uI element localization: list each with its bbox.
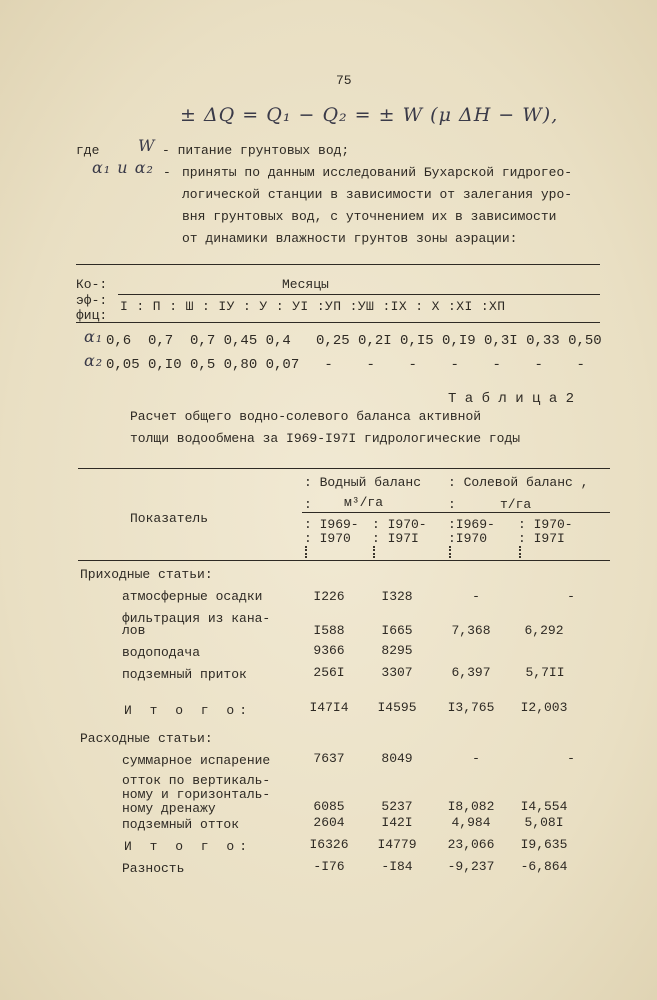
income-total-label: И т о г о: [124,703,253,718]
where-lead: где [76,143,100,158]
period-1969-1970-salt-1: :I969- [448,517,495,532]
table-cell: 8295 [381,643,413,658]
table-cell: I4,554 [520,799,568,814]
coef-corner-bottom: фиц: [76,308,108,323]
table-cell: 7637 [313,751,345,766]
table-cell: 23,066 [447,837,495,852]
coef-table-header-rule [76,322,600,323]
table-cell: I47I4 [309,700,349,715]
page-number: 75 [336,73,352,88]
table-cell: 9366 [313,643,345,658]
period-1969-1970-water-2: : I970 [304,531,351,546]
alpha-line-4: от динамики влажности грунтов зоны аэрации: [182,231,518,246]
table-cell: 6,292 [524,623,564,638]
alpha-symbols: α₁ и α₂ [92,158,154,177]
table2-title-2: толщи водообмена за I969-I97I гидрологические годы [130,431,521,446]
difference-label: Разность [122,861,185,876]
water-balance-unit: м³/га [344,495,384,510]
expense-label: ному и горизонталь- [122,787,271,802]
period-1970-1971-salt-1: : I970- [518,517,573,532]
column-dots [305,546,307,558]
income-label: атмосферные осадки [122,589,263,604]
table-cell: 256I [313,665,345,680]
income-label: водоподача [122,645,201,660]
table-cell: 7,368 [451,623,491,638]
table2-label: Т а б л и ц а 2 [448,391,575,407]
income-label: лов [122,623,146,638]
table-cell: I4779 [377,837,417,852]
table-cell: -6,864 [520,859,568,874]
table-cell: I588 [313,623,345,638]
table-cell: I2,003 [520,700,568,715]
balance-formula: ± ΔQ = Q₁ − Q₂ = ± W (μ ΔH − W), [180,104,559,126]
table2-title-1: Расчет общего водно-солевого баланса активной [130,409,482,424]
indicator-header: Показатель [130,511,209,526]
table-cell: -I76 [313,859,345,874]
table-cell: 5237 [381,799,413,814]
table-cell: 2604 [313,815,345,830]
expense-label: отток по вертикаль- [122,773,271,788]
salt-sep: : [448,497,456,512]
alpha1-symbol: α₁ [84,327,104,346]
coef-corner-mid: эф-: [76,293,108,308]
column-dots [519,546,521,558]
alpha2-values: 0,05 0,I0 0,5 0,80 0,07 - - - - - - - [106,357,585,373]
column-dots [449,546,451,558]
expense-label: суммарное испарение [122,753,271,768]
table-cell: -9,237 [447,859,495,874]
months-title: Месяцы [282,277,329,292]
table-cell: I328 [381,589,413,604]
table-cell: I4595 [377,700,417,715]
table-cell: I8,082 [447,799,495,814]
income-header: Приходные статьи: [80,567,213,582]
table-cell: 8049 [381,751,413,766]
alpha1-values: 0,6 0,7 0,7 0,45 0,4 0,25 0,2I 0,I5 0,I9 0,3I 0,33 0,50 [106,333,602,349]
income-label: подземный приток [122,667,247,682]
period-1969-1970-water-1: : I969- [304,517,359,532]
period-1970-1971-water-2: : I97I [372,531,419,546]
table2-header-rule [78,560,610,561]
expense-header: Расходные статьи: [80,731,213,746]
table-cell: - [472,589,480,604]
alpha-line-3: вня грунтовых вод, с уточнением их в зависимости [182,209,557,224]
table-cell: I9,635 [520,837,568,852]
months-row: I : П : Ш : ІУ : У : УІ :УП :УШ :ІХ : Х :ХІ :ХП [120,299,506,314]
alpha-dash: - [163,165,171,180]
column-dots [373,546,375,558]
period-1970-1971-water-1: : I970- [372,517,427,532]
coef-corner-top: Ко-: [76,277,108,292]
income-label: фильтрация из кана- [122,611,271,626]
table-cell: I3,765 [447,700,495,715]
period-1969-1970-salt-2: :I970 [448,531,488,546]
water-balance-title: : Водный баланс [304,475,422,490]
table2-top-rule [78,468,610,469]
table-cell: 6085 [313,799,345,814]
months-rule [118,294,600,295]
expense-label: подземный отток [122,817,240,832]
alpha2-symbol: α₂ [84,351,104,370]
table-cell: - [472,751,480,766]
table-cell: 3307 [381,665,413,680]
coef-table-top-rule [76,264,600,265]
salt-balance-unit: т/га [500,497,532,512]
subheader-rule [302,512,610,513]
w-symbol: W [138,136,156,155]
table-cell: -I84 [381,859,413,874]
expense-total-label: И т о г о: [124,839,253,854]
table-cell: - [567,589,575,604]
table-cell: I42I [381,815,413,830]
table-cell: 5,7II [525,665,565,680]
expense-label: ному дренажу [122,801,216,816]
table-cell: - [567,751,575,766]
table-cell: I6326 [309,837,349,852]
period-1970-1971-salt-2: : I97I [518,531,565,546]
table-cell: 4,984 [451,815,491,830]
alpha-line-2: логической станции в зависимости от залегания уро- [182,187,573,202]
table-cell: I665 [381,623,413,638]
table-cell: 5,08I [524,815,564,830]
w-definition: - питание грунтовых вод; [162,143,350,158]
alpha-line-1: приняты по данным исследований Бухарской гидрогео- [182,165,573,180]
table-cell: I226 [313,589,345,604]
table-cell: 6,397 [451,665,491,680]
water-sep: : [304,497,312,512]
salt-balance-title: : Солевой баланс , [448,475,589,490]
